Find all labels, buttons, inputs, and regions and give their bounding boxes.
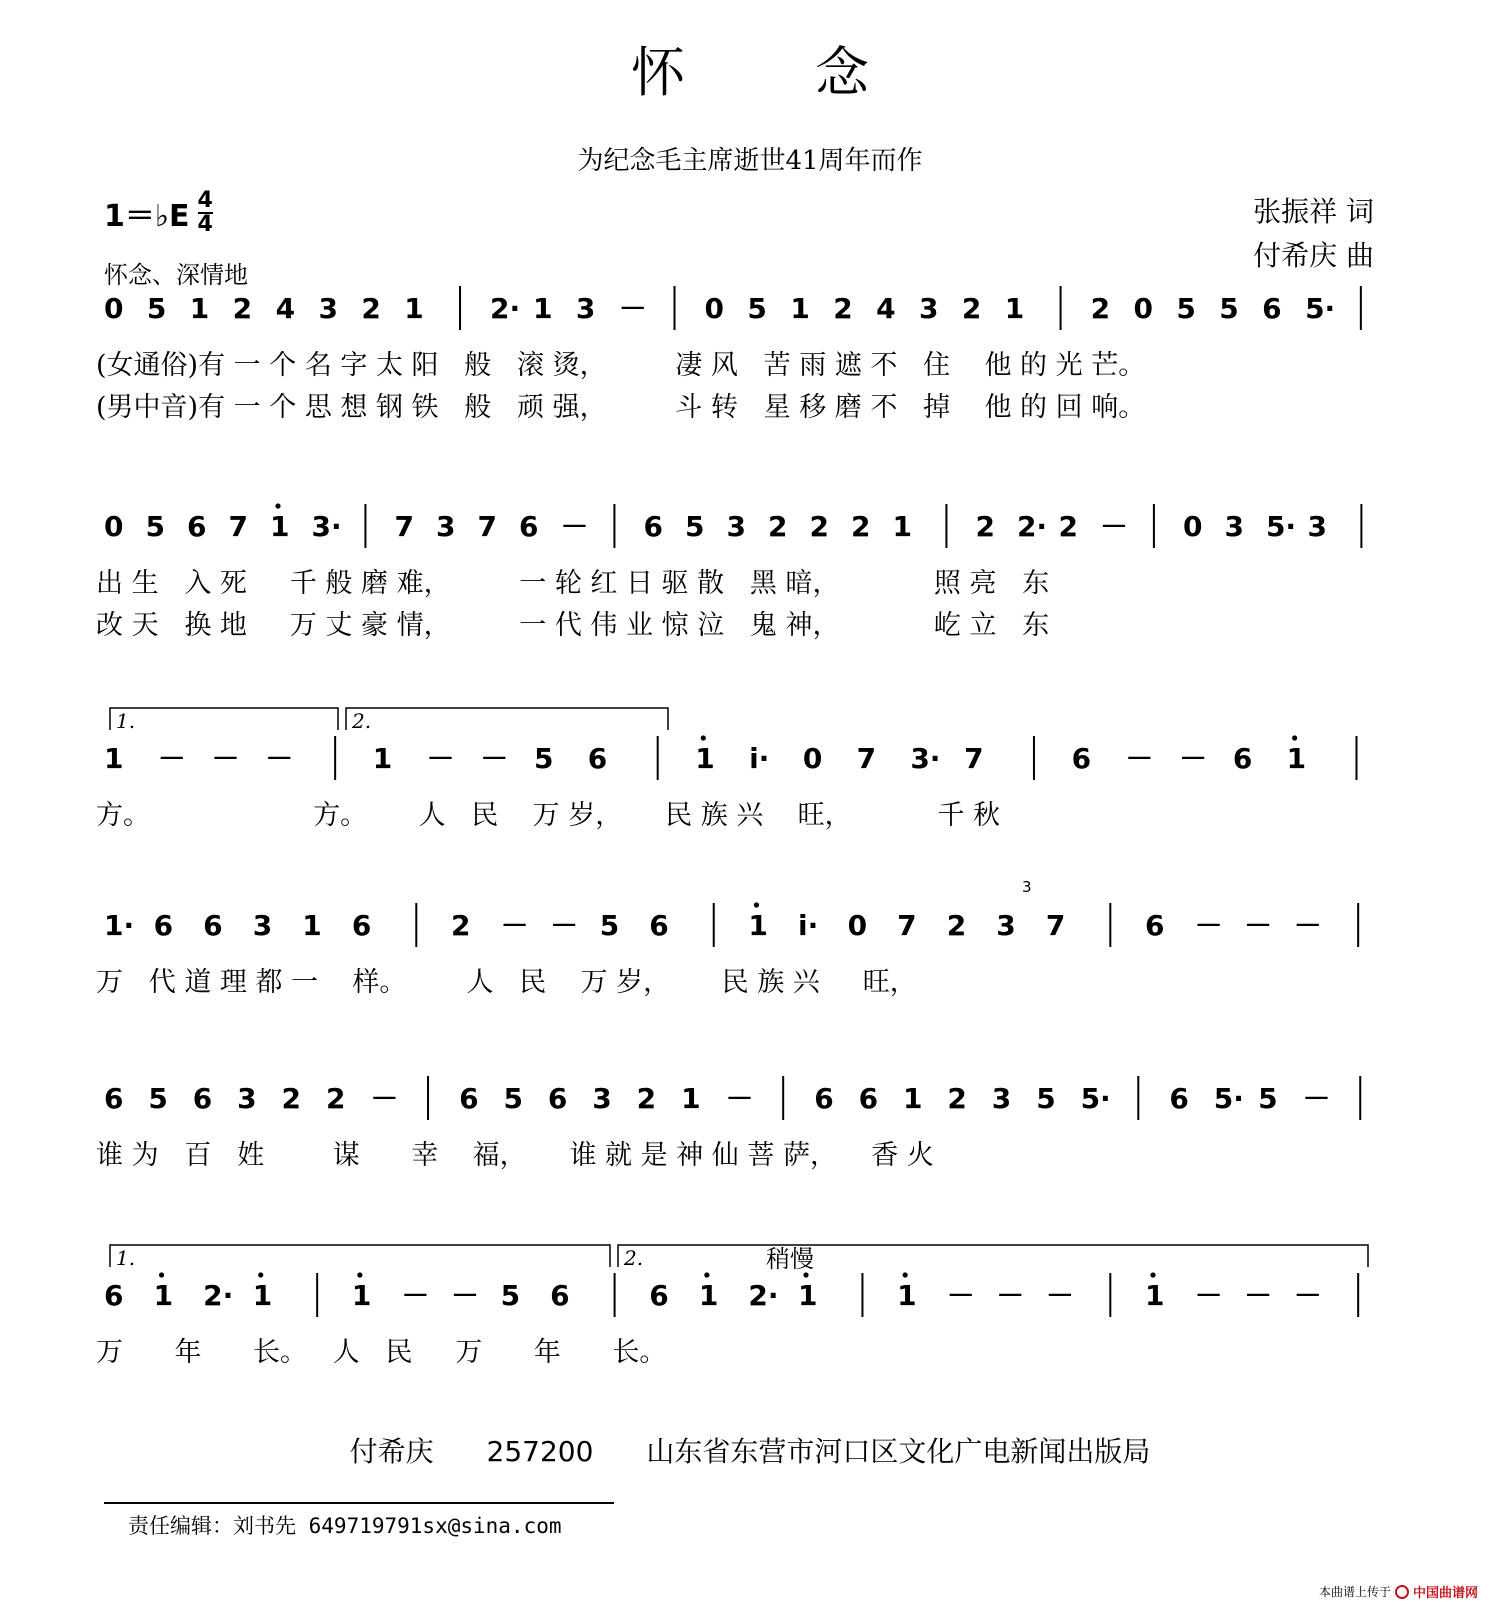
note: 3 bbox=[318, 292, 338, 325]
note: i· bbox=[749, 742, 770, 775]
note: 7 bbox=[856, 742, 877, 775]
note: 2 bbox=[361, 292, 381, 325]
note: 3 bbox=[1224, 510, 1244, 543]
note: 2 bbox=[232, 292, 253, 325]
note: 1 bbox=[897, 1279, 917, 1312]
ending-label-1: 1. bbox=[116, 1246, 136, 1270]
triplet-mark: 3 bbox=[1022, 878, 1032, 896]
note: 0 bbox=[802, 742, 823, 775]
dedication-subtitle: 为纪念毛主席逝世41周年而作 bbox=[577, 146, 923, 176]
time-sig-bottom: 4 bbox=[197, 212, 213, 237]
key-label: 1＝♭E bbox=[104, 199, 190, 234]
note: 1 bbox=[1145, 1279, 1165, 1312]
note: 7 bbox=[228, 510, 248, 543]
high-octave-dot bbox=[258, 1272, 263, 1277]
lyric-line: 出 生 入 死 千 般 磨 难， 一 轮 红 日 驱 散 黑 暗， 照 亮 东 bbox=[96, 568, 1050, 599]
note: 5 bbox=[599, 909, 620, 942]
note: 1 bbox=[104, 742, 124, 775]
ending-bracket-1 bbox=[110, 1245, 610, 1267]
note: 5 bbox=[148, 1082, 168, 1115]
note: 2 bbox=[451, 909, 471, 942]
note: － bbox=[550, 909, 579, 942]
note: 5 bbox=[500, 1279, 521, 1312]
note: 6 bbox=[1071, 742, 1092, 775]
note: 6 bbox=[587, 742, 608, 775]
high-octave-dot bbox=[1150, 1272, 1155, 1277]
ending-label-2: 2. bbox=[624, 1246, 644, 1270]
note: 5· bbox=[1305, 292, 1336, 325]
ending-label-1: 1. bbox=[116, 709, 136, 733]
note: 7 bbox=[394, 510, 414, 543]
high-octave-dot bbox=[357, 1272, 362, 1277]
note: 6 bbox=[153, 909, 174, 942]
postcode: 257200 bbox=[486, 1435, 594, 1468]
high-octave-dot bbox=[754, 902, 759, 907]
note: 2 bbox=[325, 1082, 346, 1115]
note: 3 bbox=[592, 1082, 612, 1115]
lyric-line: 改 天 换 地 万 丈 豪 情， 一 代 伟 业 惊 泣 鬼 神， 屹 立 东 bbox=[96, 610, 1050, 641]
high-octave-dot bbox=[1292, 735, 1297, 740]
time-sig-top: 4 bbox=[197, 188, 213, 213]
note: 6 bbox=[814, 1082, 834, 1115]
note: 1 bbox=[681, 1082, 701, 1115]
note: 6 bbox=[104, 1082, 124, 1115]
note: － bbox=[1244, 909, 1273, 942]
note: 1 bbox=[695, 742, 715, 775]
ending-bracket-1 bbox=[110, 708, 338, 730]
note: 1 bbox=[532, 292, 553, 325]
note: 3 bbox=[1307, 510, 1327, 543]
note: － bbox=[996, 1279, 1025, 1312]
footer-divider bbox=[104, 1502, 614, 1504]
note: 2 bbox=[767, 510, 788, 543]
contact-footer bbox=[0, 1430, 1500, 1470]
note: 2· bbox=[203, 1279, 234, 1312]
note: － bbox=[1302, 1082, 1331, 1115]
note: 2 bbox=[946, 909, 967, 942]
note: 3 bbox=[252, 909, 273, 942]
note: － bbox=[1099, 510, 1128, 543]
note: 0 bbox=[1133, 292, 1153, 325]
note: 7 bbox=[897, 909, 917, 942]
note: － bbox=[370, 1082, 399, 1115]
note: 3 bbox=[991, 1082, 1012, 1115]
high-octave-dot bbox=[275, 503, 280, 508]
composer-name: 付希庆 bbox=[349, 1435, 434, 1468]
note: 2 bbox=[1090, 292, 1111, 325]
note: 5· bbox=[1265, 510, 1297, 543]
note: － bbox=[1194, 909, 1223, 942]
note: 6 bbox=[643, 510, 663, 543]
song-title: 怀念 bbox=[631, 41, 999, 104]
high-octave-dot bbox=[704, 1272, 709, 1277]
note: 6 bbox=[203, 909, 223, 942]
note: 6 bbox=[459, 1082, 479, 1115]
high-octave-dot bbox=[903, 1272, 908, 1277]
lyric-line: 万 年 长。 人 民 万 年 长。 bbox=[96, 1337, 667, 1368]
note: 5 bbox=[503, 1082, 523, 1115]
note: － bbox=[1125, 742, 1154, 775]
note: 2 bbox=[833, 292, 853, 325]
note: 2 bbox=[636, 1082, 657, 1115]
note: 4 bbox=[275, 292, 296, 325]
note: － bbox=[1293, 1279, 1322, 1312]
note: 3 bbox=[919, 292, 939, 325]
lyric-line: (女通俗)有 一 个 名 字 太 阳 般 滚 烫， 凄 风 苦 雨 遮 不 住 他 的 光 芒。 bbox=[96, 350, 1146, 381]
note: 1 bbox=[302, 909, 322, 942]
note: 2· bbox=[748, 1279, 779, 1312]
note: 1 bbox=[372, 742, 393, 775]
tempo-marking: 怀念、深情地 bbox=[104, 261, 248, 289]
high-octave-dot bbox=[159, 1272, 164, 1277]
note: 2 bbox=[850, 510, 871, 543]
note: － bbox=[265, 742, 294, 775]
note: － bbox=[480, 742, 509, 775]
note: 6 bbox=[351, 909, 372, 942]
note: 5 bbox=[1219, 292, 1239, 325]
note: 3 bbox=[996, 909, 1016, 942]
ending-tempo-text: 稍慢 bbox=[766, 1245, 814, 1273]
note: 0 bbox=[1182, 510, 1203, 543]
note: 5 bbox=[145, 510, 165, 543]
note: 2 bbox=[809, 510, 829, 543]
note: 6 bbox=[1169, 1082, 1189, 1115]
note: 1 bbox=[351, 1279, 372, 1312]
note: 6 bbox=[1262, 292, 1282, 325]
note: 6 bbox=[104, 1279, 124, 1312]
note: 6 bbox=[547, 1082, 568, 1115]
note: 5 bbox=[747, 292, 767, 325]
note: 7 bbox=[1045, 909, 1066, 942]
note: 0 bbox=[847, 909, 868, 942]
note: 6 bbox=[649, 909, 669, 942]
note: 3 bbox=[435, 510, 456, 543]
note: 5 bbox=[1258, 1082, 1278, 1115]
note: 5 bbox=[146, 292, 167, 325]
note: 6 bbox=[192, 1082, 213, 1115]
note: 4 bbox=[876, 292, 896, 325]
site-logo-icon bbox=[1395, 1585, 1409, 1599]
note: 2 bbox=[961, 292, 982, 325]
note: － bbox=[451, 1279, 480, 1312]
note: － bbox=[618, 292, 647, 325]
note: 5· bbox=[1213, 1082, 1244, 1115]
note: － bbox=[426, 742, 455, 775]
note: i· bbox=[798, 909, 819, 942]
ending-label-2: 2. bbox=[352, 709, 372, 733]
high-octave-dot bbox=[803, 1272, 808, 1277]
high-octave-dot bbox=[701, 735, 706, 740]
note: 3· bbox=[910, 742, 941, 775]
note: － bbox=[560, 510, 589, 543]
note: 2 bbox=[1058, 510, 1078, 543]
note: 1 bbox=[790, 292, 810, 325]
note: 6 bbox=[858, 1082, 879, 1115]
note: － bbox=[725, 1082, 754, 1115]
note: 1 bbox=[189, 292, 210, 325]
note: 6 bbox=[649, 1279, 669, 1312]
note: 6 bbox=[518, 510, 539, 543]
upload-credit bbox=[1319, 1582, 1478, 1601]
note: 1 bbox=[1004, 292, 1025, 325]
note: 0 bbox=[104, 292, 124, 325]
note: 3· bbox=[311, 510, 342, 543]
note: 6 bbox=[186, 510, 207, 543]
note: 5· bbox=[1080, 1082, 1111, 1115]
note: 1 bbox=[892, 510, 912, 543]
note: 3 bbox=[237, 1082, 257, 1115]
note: 1 bbox=[748, 909, 768, 942]
address: 山东省东营市河口区文化广电新闻出版局 bbox=[646, 1435, 1151, 1468]
upload-site: 中国曲谱网 bbox=[1412, 1586, 1478, 1601]
note: 6 bbox=[550, 1279, 570, 1312]
note: 6 bbox=[1145, 909, 1165, 942]
note: 1 bbox=[1286, 742, 1307, 775]
note: 5 bbox=[534, 742, 554, 775]
note: 1 bbox=[404, 292, 424, 325]
note: 2 bbox=[281, 1082, 302, 1115]
ending-bracket-2 bbox=[346, 708, 668, 730]
note: 2· bbox=[1016, 510, 1048, 543]
note: 5 bbox=[1036, 1082, 1056, 1115]
editor-line: 责任编辑：刘书先 649719791sx@sina.com bbox=[128, 1514, 562, 1538]
note: 1 bbox=[153, 1279, 174, 1312]
lyric-line: (男中音)有 一 个 思 想 钢 铁 般 顽 强， 斗 转 星 移 磨 不 掉 他 的 回 响。 bbox=[96, 392, 1146, 423]
note: － bbox=[1194, 1279, 1223, 1312]
lyric-line: 谁 为 百 姓 谋 幸 福， 谁 就 是 神 仙 菩 萨， 香 火 bbox=[96, 1140, 934, 1171]
lyricist-credit: 张振祥 词 bbox=[1253, 195, 1374, 228]
note: － bbox=[401, 1279, 430, 1312]
note: 1 bbox=[269, 510, 290, 543]
note: 1 bbox=[252, 1279, 273, 1312]
note: 5 bbox=[684, 510, 705, 543]
note: 1 bbox=[798, 1279, 818, 1312]
note: 6 bbox=[1232, 742, 1253, 775]
note: － bbox=[1244, 1279, 1273, 1312]
note: － bbox=[946, 1279, 975, 1312]
note: 2· bbox=[490, 292, 521, 325]
lyric-line: 方。 方。 人 民 万 岁， 民 族 兴 旺， 千 秋 bbox=[96, 800, 1001, 831]
note: 2 bbox=[947, 1082, 967, 1115]
note: － bbox=[500, 909, 529, 942]
note: 1 bbox=[698, 1279, 719, 1312]
note: 7 bbox=[964, 742, 984, 775]
note: 0 bbox=[104, 510, 124, 543]
note: 1 bbox=[903, 1082, 923, 1115]
note: 3 bbox=[575, 292, 596, 325]
note: 2 bbox=[975, 510, 995, 543]
note: － bbox=[157, 742, 186, 775]
lyric-line: 万 代 道 理 都 一 样。 人 民 万 岁， 民 族 兴 旺， bbox=[96, 967, 917, 998]
note: － bbox=[1179, 742, 1208, 775]
note: － bbox=[1045, 1279, 1074, 1312]
note: － bbox=[1293, 909, 1322, 942]
composer-credit: 付希庆 曲 bbox=[1253, 239, 1374, 272]
note: 1· bbox=[104, 909, 135, 942]
note: － bbox=[211, 742, 240, 775]
note: 5 bbox=[1176, 292, 1196, 325]
note: 3 bbox=[726, 510, 746, 543]
note: 0 bbox=[704, 292, 725, 325]
ending-bracket-2 bbox=[618, 1245, 1368, 1267]
upload-label: 本曲谱上传于 bbox=[1318, 1585, 1391, 1599]
note: 7 bbox=[477, 510, 497, 543]
